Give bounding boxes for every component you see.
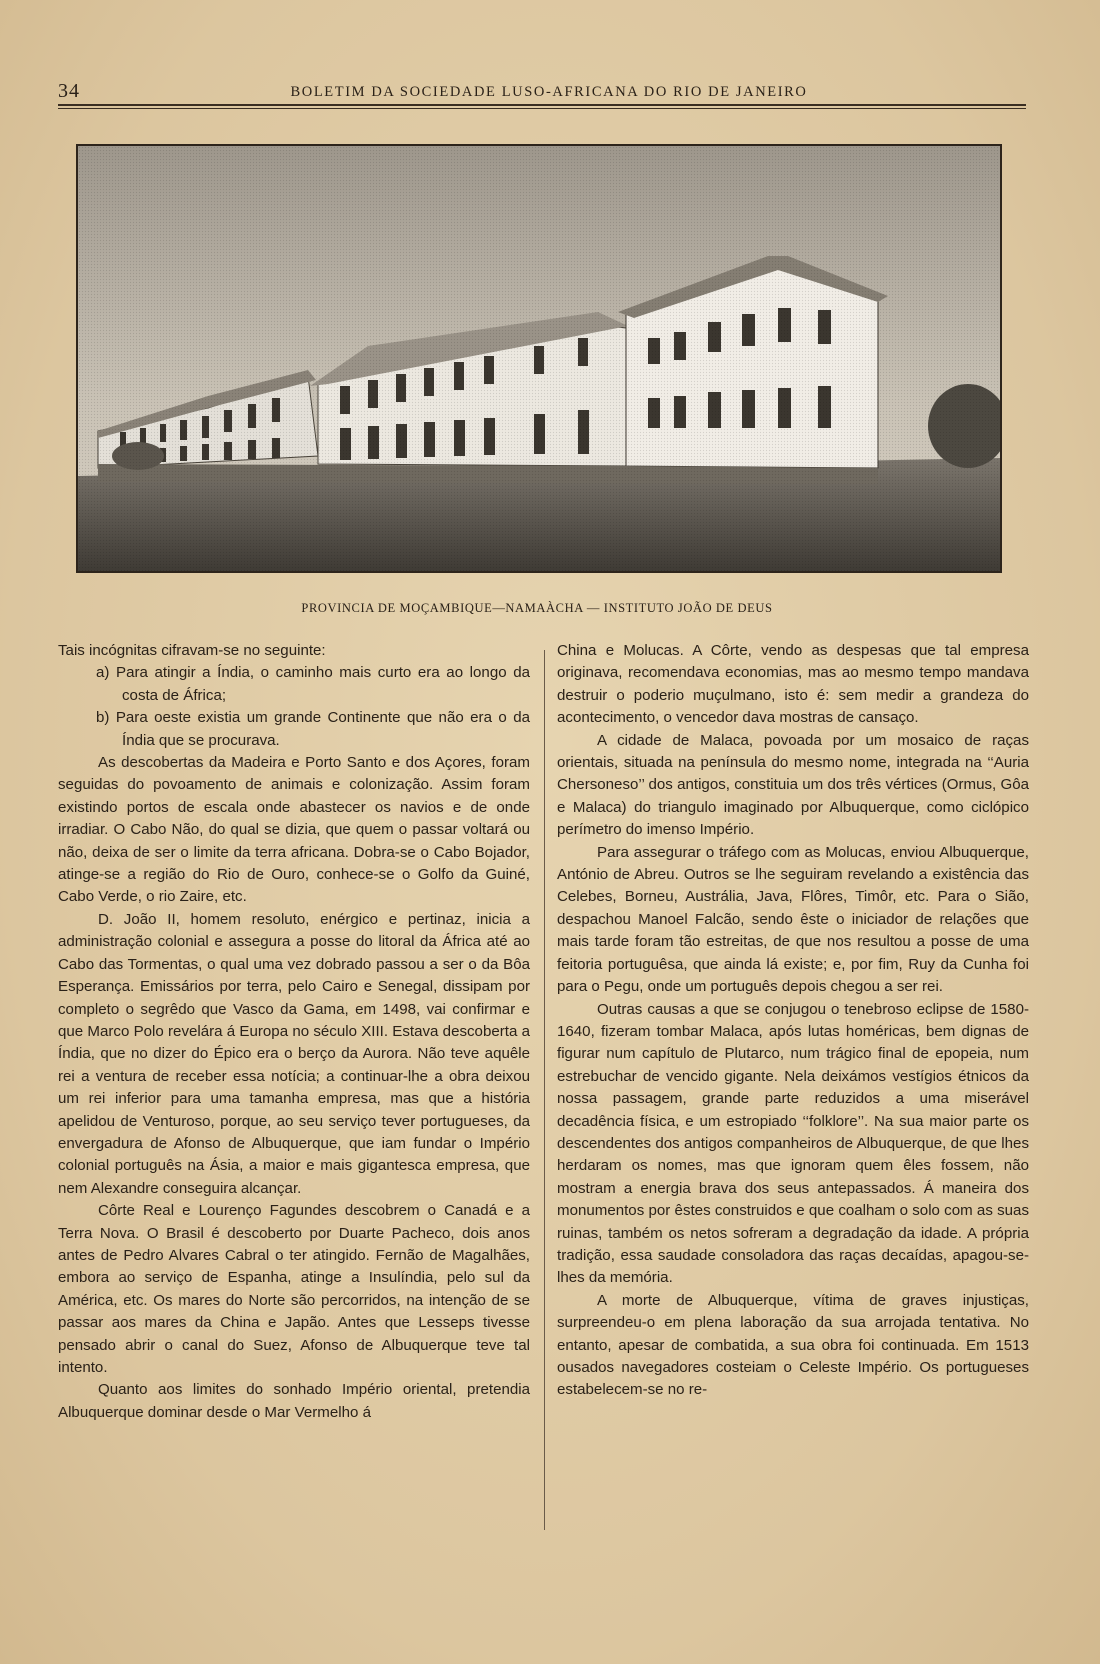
paragraph: A cidade de Malaca, povoada por um mosaico de raças orientais, situada na península do mesmo nome, integrada na ‘‘Auria Chersoneso’’ dos antigos, constituia um dos três vértices (Ormus, Gôa e Malaca) do triangulo imaginado por Albuquerque, como ciclópico perímetro do imenso Império. (557, 731, 1029, 839)
page-header (58, 80, 1040, 102)
building-photograph (76, 144, 1002, 573)
left-column (58, 640, 530, 1424)
header-rule (58, 104, 1026, 106)
paragraph: Para assegurar o tráfego com as Molucas, enviou Albuquerque, António de Abreu. Outros se lhe seguiram revelando a existência das Celebes, Borneu, Austrália, Java, Flôres, Timôr, etc. Para o Sião, despachou Manoel Falcão, sendo êste o iniciador de relações que mais tarde foram tão estreitas, de que nos resultou a posse de uma feitoria portuguêsa, que ainda lá existe; e, por fim, Ruy da Cunha foi para o Pegu, onde um português depois chegou a ser rei. (557, 843, 1029, 996)
list-item-b: b) Para oeste existia um grande Continente que não era o da Índia que se procurava. (96, 709, 530, 749)
page-number: 34 (58, 80, 80, 102)
list-item-a: a) Para atingir a Índia, o caminho mais curto era ao longo da costa de África; (96, 664, 530, 704)
paragraph: China e Molucas. A Côrte, vendo as despesas que tal empresa originava, recomendava economias, mas ao mesmo tempo mandava destruir o poderio muçulmano, isto é: sem medir a grandeza do acontecimento, o vencedor dava mostras de cansaço. (557, 642, 1029, 727)
paragraph: Quanto aos limites do sonhado Império oriental, pretendia Albuquerque dominar desde o Mar Vermelho á (58, 1381, 530, 1421)
paragraph: Outras causas a que se conjugou o tenebroso eclipse de 1580-1640, fizeram tombar Malaca, após lutas homéricas, bem dignas de figurar num capítulo de Plutarco, num trágico final de epopeia, num estrebuchar de vencido gigante. Nela deixámos vestígios étnicos da nossa passagem, grande parte reduzidos a uma miserável decadência física, e um estropiado ‘‘folklore’’. Na sua maior parte os descendentes dos antigos companheiros de Albuquerque, de que lhes herdaram os nomes, mas que ignoram quem êles fossem, não mostram a energia brava dos seus antepassados. Á maneira dos monumentos por êstes construidos e que coalham o solo com as suas ruinas, também os netos sofreram a degradação da idade. A própria tradição, essa saudade consoladora das raças decaídas, apagou-se-lhes da memória. (557, 1000, 1029, 1287)
paragraph: Tais incógnitas cifravam-se no seguinte: (58, 642, 326, 659)
right-column (557, 640, 1029, 1402)
paragraph: A morte de Albuquerque, vítima de graves injustiças, surpreendeu-o em plena laboração da sua arrojada tentativa. No entanto, apesar de combatida, a sua obra foi continuada. Em 1513 ousados navegadores costeiam o Celeste Império. Os portugueses estabelecem-se no re- (557, 1291, 1029, 1399)
column-divider (544, 650, 545, 1530)
figure-caption: PROVINCIA DE MOÇAMBIQUE—NAMAÀCHA — INSTITUTO JOÃO DE DEUS (301, 601, 773, 615)
header-rule-thin (58, 108, 1026, 109)
running-title: BOLETIM DA SOCIEDADE LUSO-AFRICANA DO RIO DE JANEIRO (290, 84, 808, 100)
paragraph: D. João II, homem resoluto, enérgico e pertinaz, inicia a administração colonial e assegura a posse do litoral da África até ao Cabo das Tormentas, o qual uma vez dobrado passou a ser o da Bôa Esperança. Emissários por terra, pelo Cairo e Senegal, dissipam por completo o segrêdo que Vasco da Gama, em 1498, vai confirmar e que Marco Polo revelára á Europa no século XIII. Estava descoberta a Índia, que no dizer do Épico era o berço da Aurora. Não teve aquêle rei a ventura de receber essa notícia; a continuar-lhe a obra deixou um rei inferior para uma tamanha empresa, mas que a história apelidou de Venturoso, porque, ao seu serviço tever portugueses, da envergadura de Afonso de Albuquerque, que iam fundar o Império colonial português na Ásia, a maior e mais gigantesca empresa, que nem Alexandre conseguira alcançar. (58, 910, 530, 1197)
paragraph: Côrte Real e Lourenço Fagundes descobrem o Canadá e a Terra Nova. O Brasil é descoberto por Duarte Pacheco, dois anos antes de Pedro Alvares Cabral o ter atingido. Fernão de Magalhães, embora ao serviço de Espanha, atinge a Insulíndia, pelo sul da América, etc. Os mares do Norte são percorridos, na intenção de se passar aos mares da China e Japão. Antes que Lesseps tivesse pensado abrir o canal do Suez, Afonso de Albuquerque teve tal intento. (58, 1202, 530, 1376)
paragraph: As descobertas da Madeira e Porto Santo e dos Açores, foram seguidas do povoamento de animais e colonização. Assim foram existindo portos de escala onde abastecer os navios e de onde irradiar. O Cabo Não, do qual se dizia, que quem o passar voltará ou não, deixa de ser o limite da terra africana. Dobra-se o Cabo Bojador, atinge-se a região do Rio de Ouro, conhece-se o Golfo da Guiné, Cabo Verde, o rio Zaire, etc. (58, 754, 530, 906)
